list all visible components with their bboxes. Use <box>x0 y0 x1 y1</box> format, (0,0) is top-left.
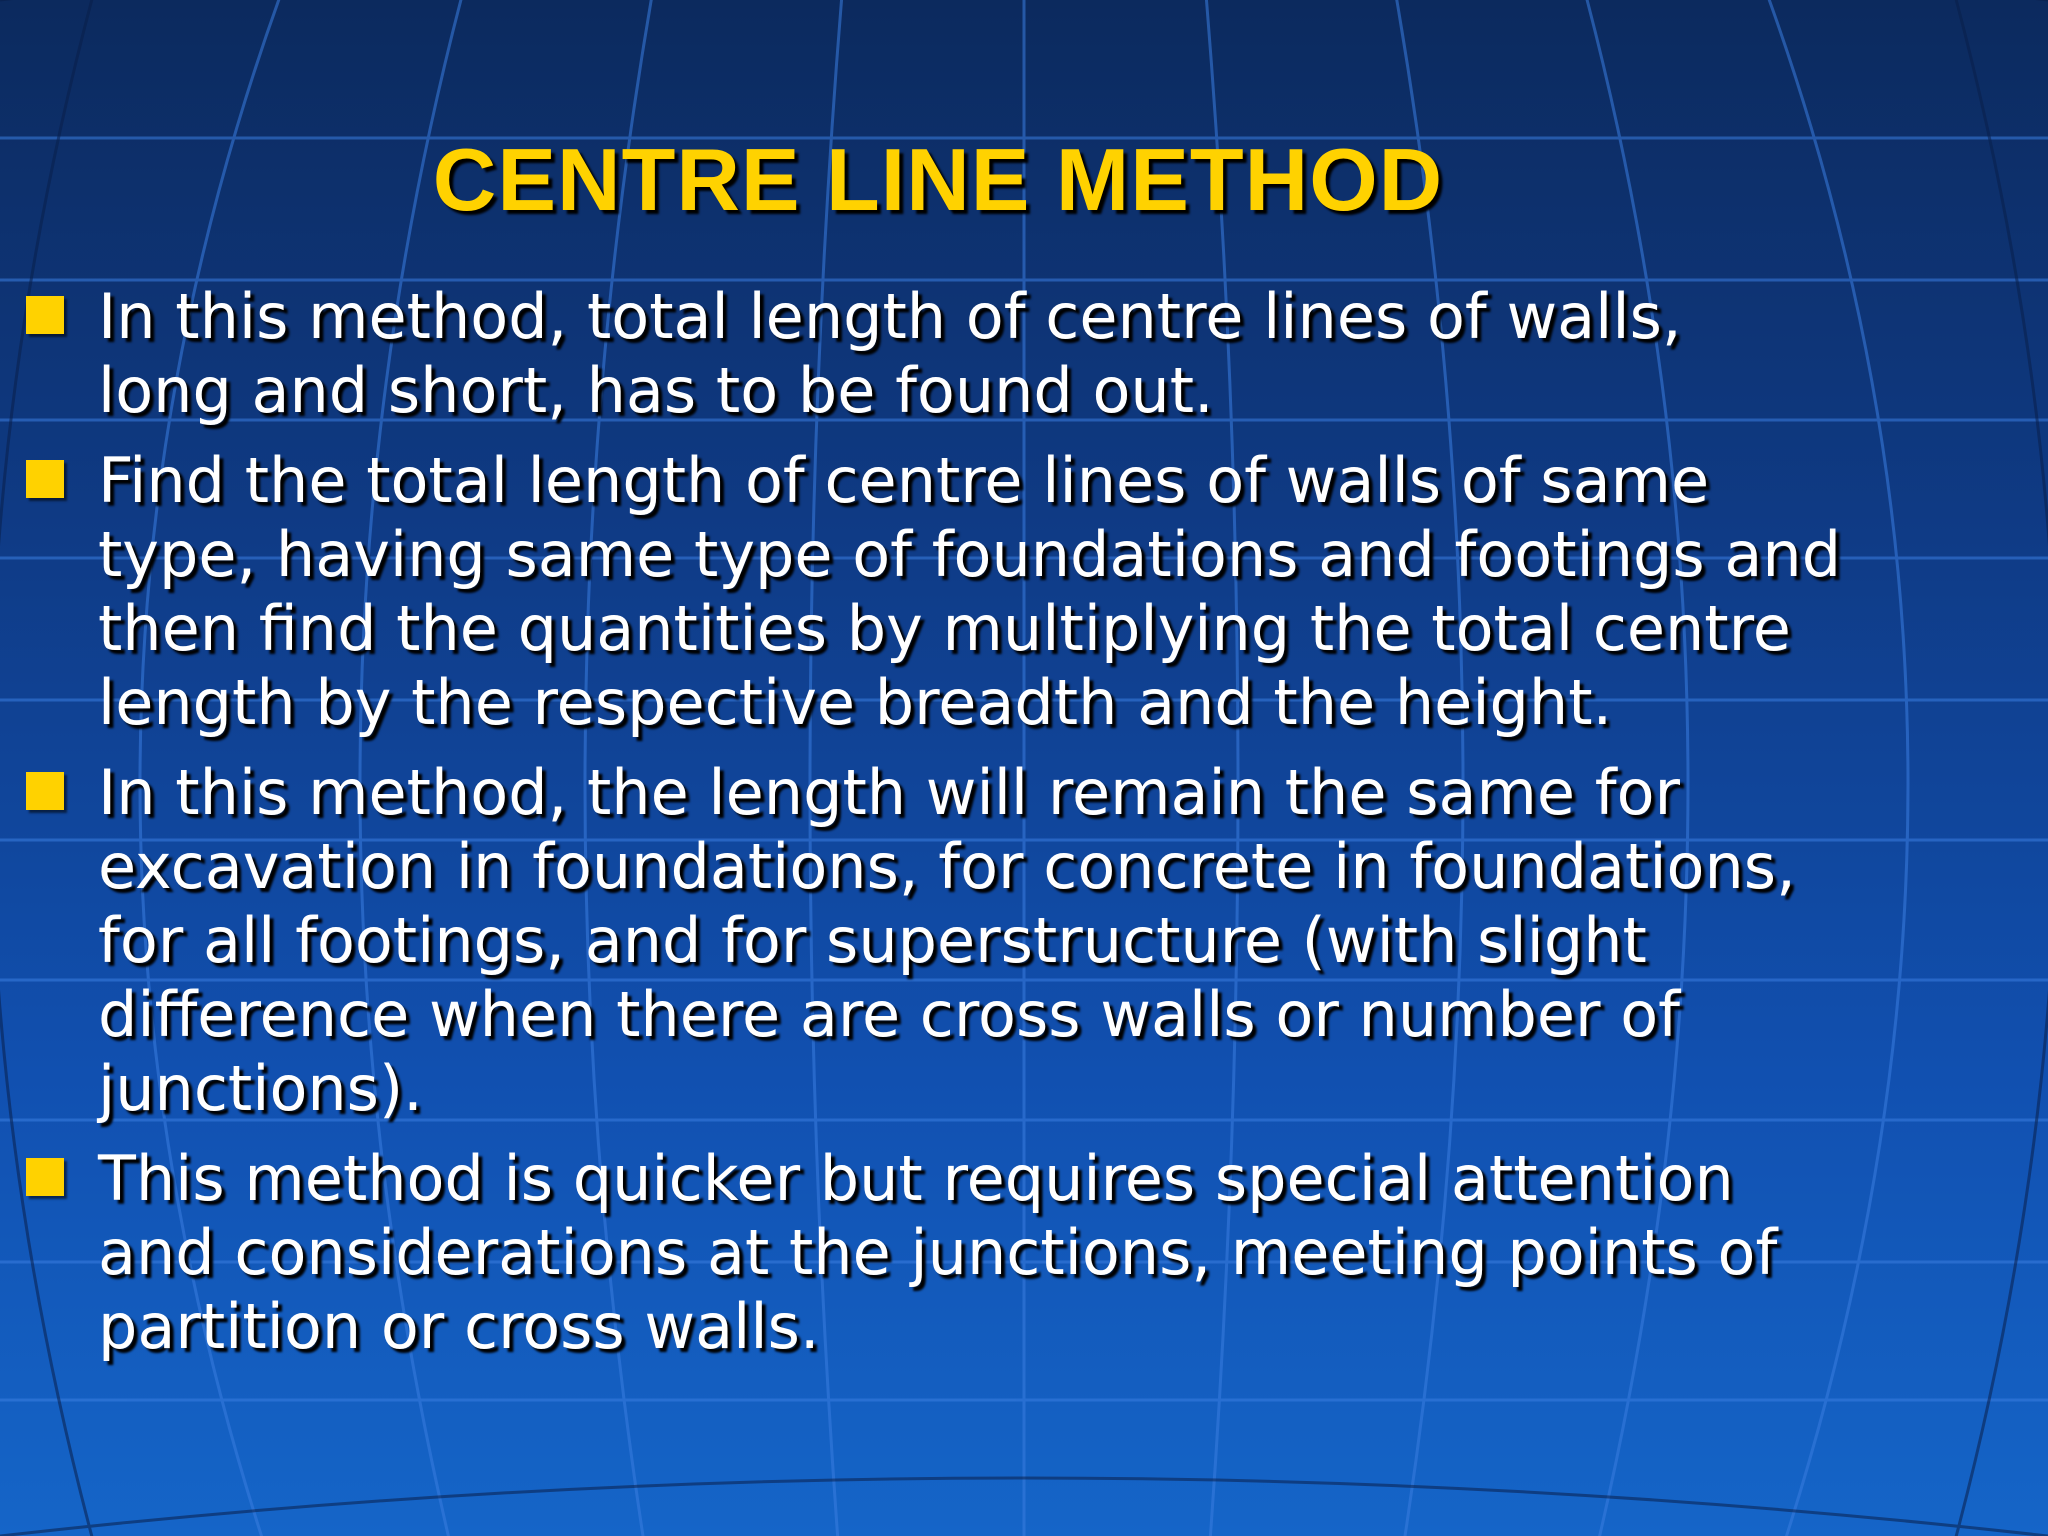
slide-title: CENTRE LINE METHOD <box>432 130 1444 229</box>
bullet-text: Find the total length of centre lines of walls of same type, having same type of foundations and footings and then find the quantities by multiplying the total centre length by the respective breadth and the height. <box>98 444 1842 739</box>
bullet-item <box>26 280 2026 428</box>
square-bullet-icon <box>26 1158 64 1196</box>
bullet-list <box>26 280 2026 1380</box>
bullet-text: This method is quicker but requires special attention and considerations at the junctions, meeting points of partition or cross walls. <box>98 1142 1778 1363</box>
bullet-item <box>26 756 2026 1126</box>
square-bullet-icon <box>26 772 64 810</box>
bullet-item <box>26 1142 2026 1364</box>
square-bullet-icon <box>26 460 64 498</box>
square-bullet-icon <box>26 296 64 334</box>
bullet-item <box>26 444 2026 740</box>
bullet-text: In this method, total length of centre lines of walls, long and short, has to be found out. <box>98 280 1682 427</box>
bullet-text: In this method, the length will remain the same for excavation in foundations, for concrete in foundations, for all footings, and for superstructure (with slight difference when there are cross walls or number of junctions). <box>98 756 1796 1125</box>
